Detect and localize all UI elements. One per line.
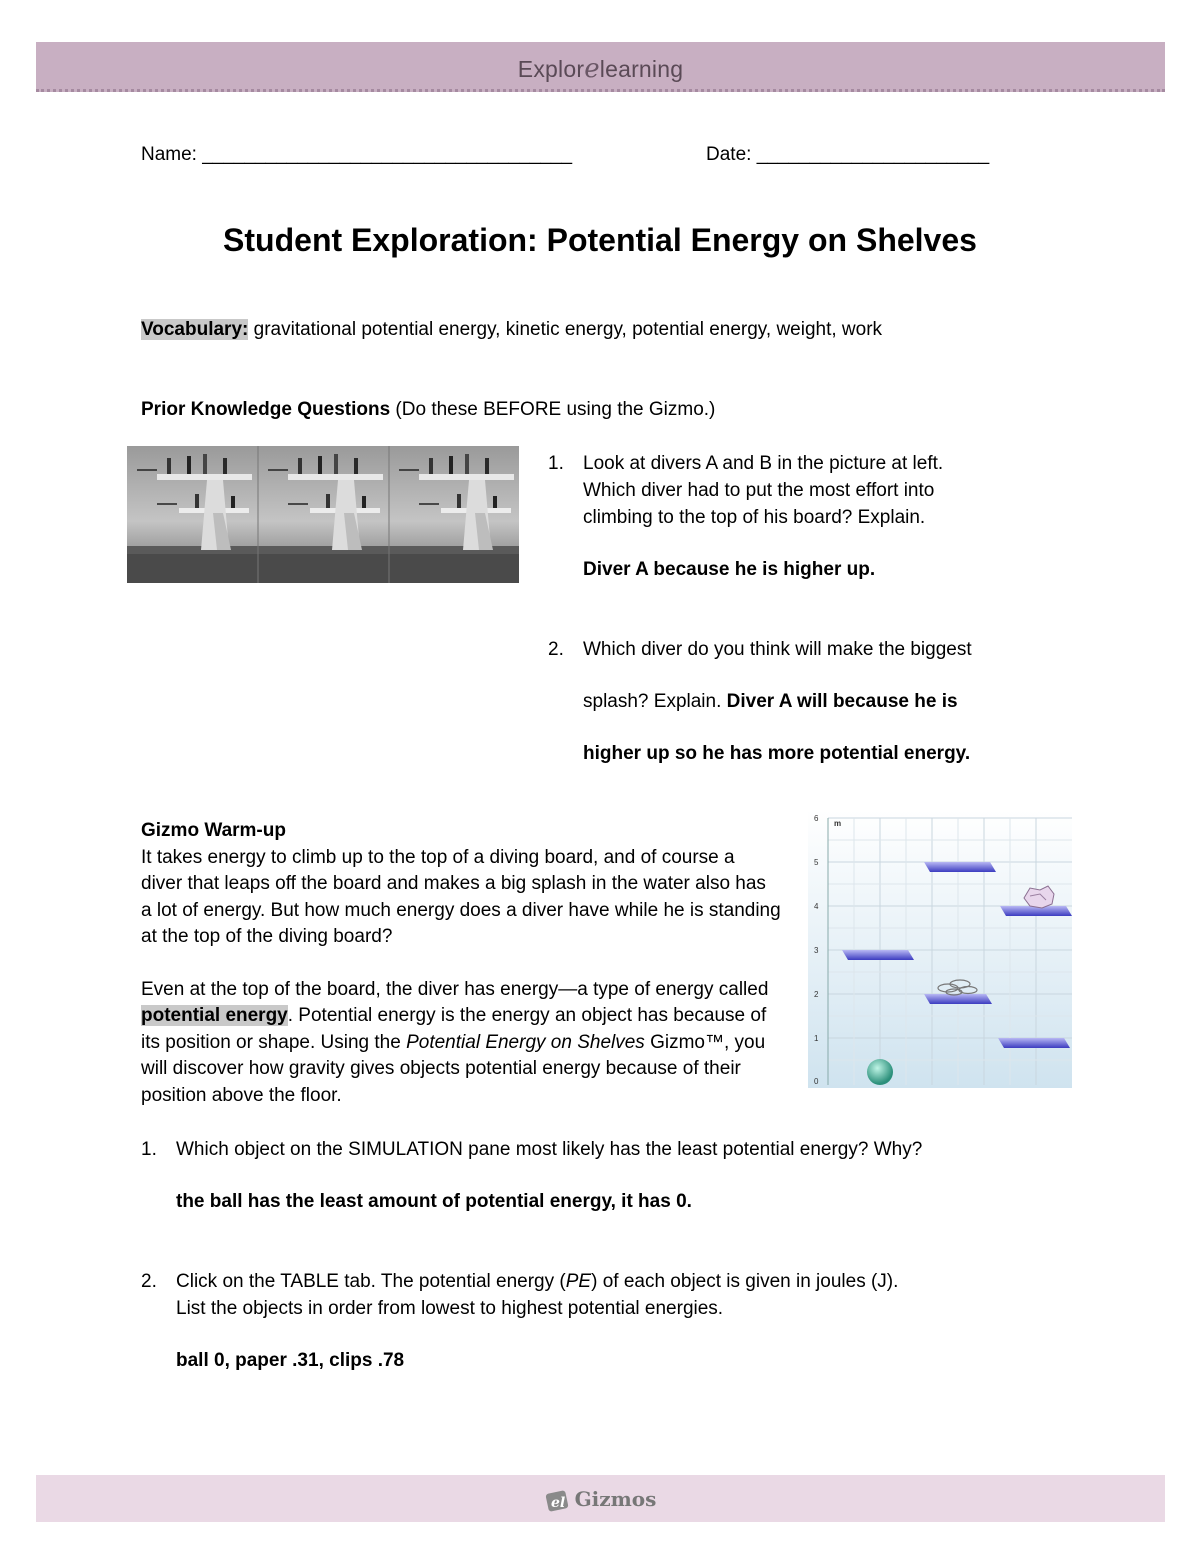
question-text: Click on the TABLE tab. The potential energy ( — [176, 1271, 566, 1292]
answer-text: higher up so he has more potential energy. — [583, 743, 971, 764]
axis-tick: 5 — [814, 858, 819, 867]
warmup-paragraph-2 — [141, 977, 781, 1110]
page-title: Student Exploration: Potential Energy on Shelves — [223, 222, 977, 258]
date-field[interactable]: Date: ______________________ — [706, 144, 990, 165]
warmup-question-2 — [141, 1268, 1061, 1378]
question-number: 2. — [141, 1271, 157, 1292]
question-line: Which diver do you think will make the biggest — [583, 639, 972, 660]
question-line: Which diver had to put the most effort into — [583, 480, 935, 501]
question-body — [176, 1136, 922, 1215]
vocabulary-terms: gravitational potential energy, kinetic energy, potential energy, weight, work — [248, 319, 883, 340]
question-line: Look at divers A and B in the picture at left. — [583, 453, 944, 474]
brand-text-left: Explor — [517, 56, 585, 82]
question-number: 1. — [141, 1139, 157, 1160]
axis-unit: m — [834, 819, 842, 828]
prior-question-2 — [548, 636, 1038, 776]
question-line — [176, 1268, 898, 1295]
divers-picture — [127, 446, 519, 583]
warmup-question-1 — [141, 1136, 1061, 1216]
prior-heading-bold: Prior Knowledge Questions — [141, 399, 391, 420]
pe-abbrev: PE — [565, 1271, 592, 1292]
divers-illustration — [127, 446, 519, 583]
brand-text-right: learning — [599, 56, 684, 82]
answer-text: Diver A will because he is — [726, 691, 958, 712]
simulation-pane — [808, 810, 1072, 1088]
header-band — [36, 42, 1165, 92]
shelf — [924, 994, 992, 1004]
explorelearning-logo — [36, 54, 1165, 84]
gizmo-name: Potential Energy on Shelves — [406, 1031, 645, 1053]
answer-text: ball 0, paper .31, clips .78 — [176, 1350, 405, 1371]
gizmos-mark-icon — [545, 1488, 575, 1514]
shelf — [998, 1038, 1070, 1048]
shelf — [924, 862, 996, 872]
prior-knowledge-heading — [141, 399, 715, 421]
question-text: Which object on the SIMULATION pane most likely has the least potential energy? Why? — [176, 1139, 923, 1160]
question-line: climbing to the top of his board? Explain. — [583, 507, 926, 528]
answer-text: the ball has the least amount of potential energy, it has 0. — [176, 1191, 692, 1212]
prior-heading-note: (Do these BEFORE using the Gizmo.) — [390, 399, 716, 420]
axis-tick: 0 — [814, 1077, 819, 1086]
axis-tick: 4 — [814, 902, 819, 911]
warmup-heading: Gizmo Warm-up — [141, 820, 286, 841]
question-number: 1. — [548, 453, 564, 474]
question-line — [583, 688, 972, 715]
para-text: . Potential energy is the energy an object has because of its position or shape. Using the — [141, 1005, 767, 1053]
axis-tick: 1 — [814, 1034, 819, 1043]
warmup-paragraph-1: It takes energy to climb up to the top of a diving board, and of course a diver that leaps off the board and makes a big splash in the water also has a lot of energy. But how much energy does a diver have while he is standing at the top of the diving board? — [141, 846, 781, 947]
para-text: Gizmo™, you will discover how gravity gives objects potential energy because of their position above the floor. — [141, 1031, 766, 1106]
vocabulary-label: Vocabulary: — [141, 319, 249, 340]
question-text: ) of each object is given in joules (J). — [591, 1271, 899, 1292]
footer-brand-text: Gizmos — [574, 1487, 657, 1511]
ball-object — [867, 1059, 893, 1085]
simulation-illustration — [808, 810, 1072, 1088]
gizmos-logo — [36, 1487, 1165, 1514]
vocabulary — [141, 319, 882, 341]
prior-question-1 — [548, 450, 1028, 590]
highlighted-term: potential energy — [141, 1005, 288, 1026]
axis-tick: 2 — [814, 990, 819, 999]
brand-mark: e — [584, 54, 600, 84]
answer-text: Diver A because he is higher up. — [583, 559, 876, 580]
question-body — [583, 450, 943, 583]
question-text: splash? Explain. — [583, 691, 727, 712]
axis-tick: 6 — [814, 814, 819, 823]
shelf — [842, 950, 914, 960]
question-body — [583, 636, 972, 767]
question-line: List the objects in order from lowest to highest potential energies. — [176, 1298, 724, 1319]
question-number: 2. — [548, 639, 564, 660]
gizmo-warmup — [141, 818, 781, 1109]
name-field[interactable]: Name: ___________________________________ — [141, 144, 573, 165]
axis-tick: 3 — [814, 946, 819, 955]
question-body — [176, 1268, 898, 1374]
svg-text:el: el — [550, 1494, 565, 1511]
para-text: Even at the top of the board, the diver has energy—a type of energy called — [141, 978, 769, 1000]
footer-band — [36, 1475, 1165, 1522]
